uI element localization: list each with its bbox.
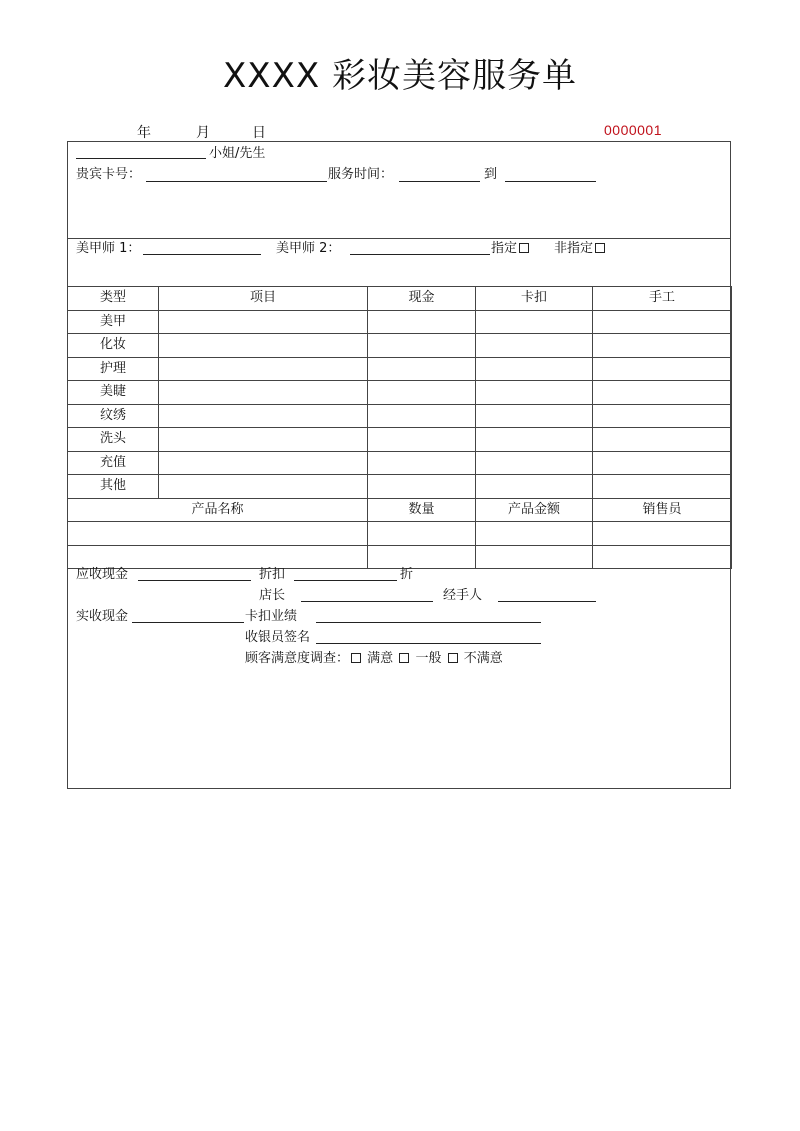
row-type-label: 纹绣 [68, 404, 159, 428]
header-salesperson: 销售员 [593, 498, 732, 522]
product-row [68, 522, 732, 546]
salesperson-cell[interactable] [593, 522, 732, 546]
average-checkbox[interactable] [399, 653, 409, 663]
handler-field[interactable] [498, 601, 596, 602]
card-deduct-cell[interactable] [476, 381, 593, 405]
table-row [68, 381, 732, 405]
service-time-to-label: 到 [484, 167, 498, 182]
manual-cell[interactable] [593, 381, 732, 405]
table-row [68, 357, 732, 381]
table-row [68, 404, 732, 428]
service-time-label: 服务时间： [328, 167, 394, 182]
salutation-label: 小姐/先生 [209, 146, 266, 161]
manual-cell[interactable] [593, 404, 732, 428]
designated-checkbox[interactable] [519, 243, 529, 253]
date-month-label: 月 [196, 125, 210, 141]
manicurist2-field[interactable] [350, 254, 490, 255]
item-cell[interactable] [159, 357, 368, 381]
card-deduct-perf-label: 卡扣业绩 [245, 609, 298, 624]
handler-label: 经手人 [443, 588, 483, 603]
discount-label: 折扣 [259, 567, 286, 582]
header-manual: 手工 [593, 287, 732, 311]
product-amount-cell[interactable] [476, 522, 593, 546]
product-name-cell[interactable] [68, 522, 368, 546]
designated-option[interactable] [491, 241, 531, 257]
row-type-label: 护理 [68, 357, 159, 381]
discount-field[interactable] [294, 580, 397, 581]
average-label: 一般 [415, 651, 442, 666]
product-header-row [68, 498, 732, 522]
header-type: 类型 [68, 287, 159, 311]
item-cell[interactable] [159, 404, 368, 428]
store-manager-label: 店长 [259, 588, 286, 603]
header-quantity: 数量 [368, 498, 476, 522]
quantity-cell[interactable] [368, 522, 476, 546]
cashier-sign-field[interactable] [316, 643, 541, 644]
card-deduct-cell[interactable] [476, 475, 593, 499]
service-time-end-field[interactable] [505, 181, 596, 182]
section-divider [68, 238, 730, 239]
table-row [68, 334, 732, 358]
item-cell[interactable] [159, 451, 368, 475]
cash-cell[interactable] [368, 357, 476, 381]
table-row [68, 310, 732, 334]
satisfied-label: 满意 [367, 651, 394, 666]
cash-cell[interactable] [368, 381, 476, 405]
card-deduct-cell[interactable] [476, 428, 593, 452]
manual-cell[interactable] [593, 428, 732, 452]
serial-number: 0000001 [604, 122, 663, 138]
row-type-label: 美睫 [68, 381, 159, 405]
service-time-start-field[interactable] [399, 181, 480, 182]
not-designated-checkbox[interactable] [595, 243, 605, 253]
manicurist1-label: 美甲师 1： [76, 241, 141, 256]
item-cell[interactable] [159, 475, 368, 499]
manicurist1-field[interactable] [143, 254, 261, 255]
cash-cell[interactable] [368, 451, 476, 475]
card-deduct-cell[interactable] [476, 357, 593, 381]
not-designated-label: 非指定 [554, 241, 594, 256]
actual-cash-label: 实收现金 [76, 609, 129, 624]
quantity-cell[interactable] [368, 545, 476, 569]
discount-suffix: 折 [400, 567, 414, 582]
unsatisfied-checkbox[interactable] [448, 653, 458, 663]
page-title: XXXX 彩妆美容服务单 [223, 56, 577, 96]
table-row [68, 451, 732, 475]
customer-name-field[interactable] [76, 158, 206, 159]
manual-cell[interactable] [593, 475, 732, 499]
actual-cash-field[interactable] [132, 622, 244, 623]
header-cash: 现金 [368, 287, 476, 311]
manicurist2-label: 美甲师 2： [276, 241, 341, 256]
receivable-cash-field[interactable] [138, 580, 251, 581]
vip-card-field[interactable] [146, 181, 327, 182]
card-deduct-cell[interactable] [476, 404, 593, 428]
date-day-label: 日 [252, 125, 266, 141]
table-row [68, 475, 732, 499]
manual-cell[interactable] [593, 357, 732, 381]
not-designated-option[interactable] [554, 241, 607, 257]
vip-card-label: 贵宾卡号： [76, 167, 142, 182]
receivable-cash-label: 应收现金 [76, 567, 129, 582]
row-type-label: 化妆 [68, 334, 159, 358]
date-year-label: 年 [137, 125, 151, 141]
satisfied-checkbox[interactable] [351, 653, 361, 663]
card-deduct-cell[interactable] [476, 451, 593, 475]
header-card-deduct: 卡扣 [476, 287, 593, 311]
row-type-label: 充值 [68, 451, 159, 475]
survey-label: 顾客满意度调查： [245, 651, 350, 666]
row-type-label: 其他 [68, 475, 159, 499]
manual-cell[interactable] [593, 334, 732, 358]
card-deduct-cell[interactable] [476, 310, 593, 334]
card-deduct-perf-field[interactable] [316, 622, 541, 623]
table-row [68, 428, 732, 452]
item-cell[interactable] [159, 310, 368, 334]
item-cell[interactable] [159, 381, 368, 405]
row-type-label: 美甲 [68, 310, 159, 334]
unsatisfied-label: 不满意 [463, 651, 503, 666]
header-product-amount: 产品金额 [476, 498, 593, 522]
cash-cell[interactable] [368, 334, 476, 358]
cash-cell[interactable] [368, 310, 476, 334]
survey-row [245, 651, 503, 667]
header-product-name: 产品名称 [68, 498, 368, 522]
product-row [68, 545, 732, 569]
designated-label: 指定 [491, 241, 518, 256]
manual-cell[interactable] [593, 310, 732, 334]
cash-cell[interactable] [368, 475, 476, 499]
row-type-label: 洗头 [68, 428, 159, 452]
salesperson-cell[interactable] [593, 545, 732, 569]
service-table [67, 286, 732, 569]
table-header-row [68, 287, 732, 311]
store-manager-field[interactable] [301, 601, 433, 602]
service-form [67, 141, 731, 789]
cash-cell[interactable] [368, 428, 476, 452]
manual-cell[interactable] [593, 451, 732, 475]
cash-cell[interactable] [368, 404, 476, 428]
item-cell[interactable] [159, 428, 368, 452]
cashier-sign-label: 收银员签名 [245, 630, 311, 645]
product-amount-cell[interactable] [476, 545, 593, 569]
item-cell[interactable] [159, 334, 368, 358]
header-item: 项目 [159, 287, 368, 311]
product-name-cell[interactable] [68, 545, 368, 569]
card-deduct-cell[interactable] [476, 334, 593, 358]
